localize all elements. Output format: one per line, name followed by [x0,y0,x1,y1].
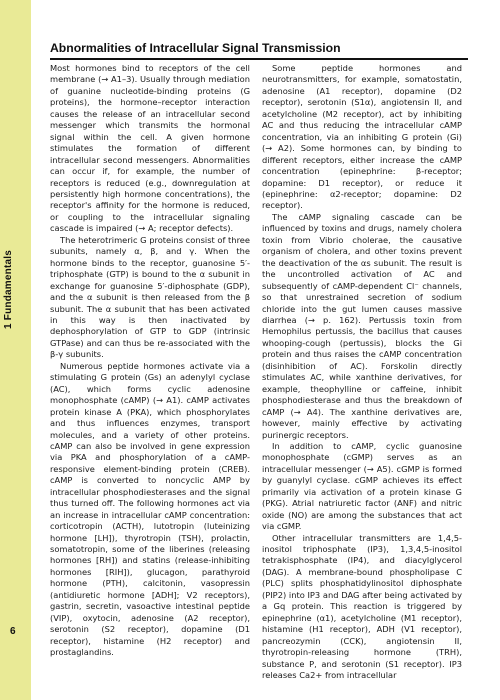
paragraph: Numerous peptide hormones activate via a stimulating G protein (Gs) an adenylyl cyclase (AC), which forms cyclic adenosine monophosphate (cAMP) (→ A1). cAMP activates protein kinase A (PKA), which phosphorylates and thus influences enzymes, transport molecules, and a variety of other proteins. cAMP can also be involved in gene expression via PKA and phosphorylation of a cAMP-responsive element-binding protein (CREB). cAMP is converted to noncyclic AMP by intracellular phosphodiesterases and the signal thus turned off. The following hormones act via an increase in intracellular cAMP concentration: corticotropin (ACTH), lutotropin (luteinizing hormone [LH]), thyrotropin (TSH), prolactin, somatotropin, some of the liberines (releasing hormones [RH]) and statins (release-inhibiting hormones [RIH]), glucagon, parathyroid hormone (PTH), calcitonin, vasopressin (antidiuretic hormone [ADH]; V2 receptors), gastrin, secretin, vasoactive intestinal peptide (VIP), oxytocin, adenosine (A2 receptor), serotonin (S2 receptor), dopamine (D1 receptor), histamine (H2 receptor) and prostaglandins. [50,360,250,658]
paragraph: Most hormones bind to receptors of the cell membrane (→ A1–3). Usually through mediation of guanine nucleotide-binding proteins (G proteins), the hormone–receptor interaction causes the release of an intracellular second messenger which transmits the hormonal signal within the cell. A given hormone stimulates the formation of different intracellular second messengers. Abnormalities can occur if, for example, the number of receptors is reduced (e.g., downregulation at persistently high hormone concentrations), the receptor's affinity for the hormone is reduced, or coupling to the intracellular signaling cascade is impaired (→ A; receptor defects). [50,63,250,234]
left-text-column [50,63,250,688]
right-text-column [262,63,462,688]
paragraph: The heterotrimeric G proteins consist of three subunits, namely α, β, and γ. When the hormone binds to the receptor, guanosine 5′-triphosphate (GTP) is bound to the α subunit in exchange for guanosine 5′-diphosphate (GDP), and the α subunit is then released from the β subunit. The α subunit that has been activated in this way is then inactivated by dephosphorylation of GTP to GDP (intrinsic GTPase) and can thus be re-associated with the β-γ subunits. [50,234,250,360]
section-title: Abnormalities of Intracellular Signal Transmission [50,41,341,55]
chapter-label: 1 Fundamentals [3,250,14,329]
title-rule [50,58,468,60]
paragraph: Other intracellular transmitters are 1,4,5-inositol triphosphate (IP3), 1,3,4,5-inositol tetrakisphosphate (IP4), and diacylglycerol (DAG). A membrane-bound phospholipase C (PLC) splits phosphatidylinositol diphosphate (PIP2) into IP3 and DAG after being activated by a Gq protein. This reaction is triggered by epinephrine (α1), acetylcholine (M1 receptor), histamine (H1 receptor), ADH (V1 receptor), pancreozymin (CCK), angiotensin II, thyrotropin-releasing hormone (TRH), substance P, and serotonin (S1 receptor). IP3 releases Ca2+ from intracellular [262,532,462,681]
page-number: 6 [10,626,16,637]
paragraph: Some peptide hormones and neurotransmitters, for example, somatostatin, adenosine (A1 receptor), dopamine (D2 receptor), serotonin (S1α), angiotensin II, and acetylcholine (M2 receptor), act by inhibiting AC and thus reducing the intracellular cAMP concentration, via an inhibiting G protein (Gi) (→ A2). Some hormones can, by binding to different receptors, either increase the cAMP concentration (epinephrine: β-receptor; dopamine: D1 receptor), or reduce it (epinephrine: α2-receptor; dopamine: D2 receptor). [262,63,462,211]
chapter-sidebar [0,0,31,700]
paragraph: The cAMP signaling cascade can be influenced by toxins and drugs, namely cholera toxin from Vibrio cholerae, the causative organism of cholera, and other toxins prevent the deactivation of the αs subunit. The result is the uncontrolled activation of AC and subsequently of cAMP-dependent Cl⁻ channels, so that unrestrained secretion of sodium chloride into the gut lumen causes massive diarrhea (→ p. 162). Pertussis toxin from Hemophilus pertussis, the bacillus that causes whooping-cough (pertussis), blocks the Gi protein and thus raises the cAMP concentration (disinhibition of AC). Forskolin directly stimulates AC, while xanthine derivatives, for example, theophylline or caffeine, inhibit phosphodiesterase and thus the breakdown of cAMP (→ A4). The xanthine derivatives are, however, mainly effective by activating purinergic receptors. [262,211,462,440]
paragraph: In addition to cAMP, cyclic guanosine monophosphate (cGMP) serves as an intracellular messenger (→ A5). cGMP is formed by guanylyl cyclase. cGMP achieves its effect primarily via activation of a protein kinase G (PKG). Atrial natriuretic factor (ANF) and nitric oxide (NO) are among the substances that act via cGMP. [262,440,462,532]
